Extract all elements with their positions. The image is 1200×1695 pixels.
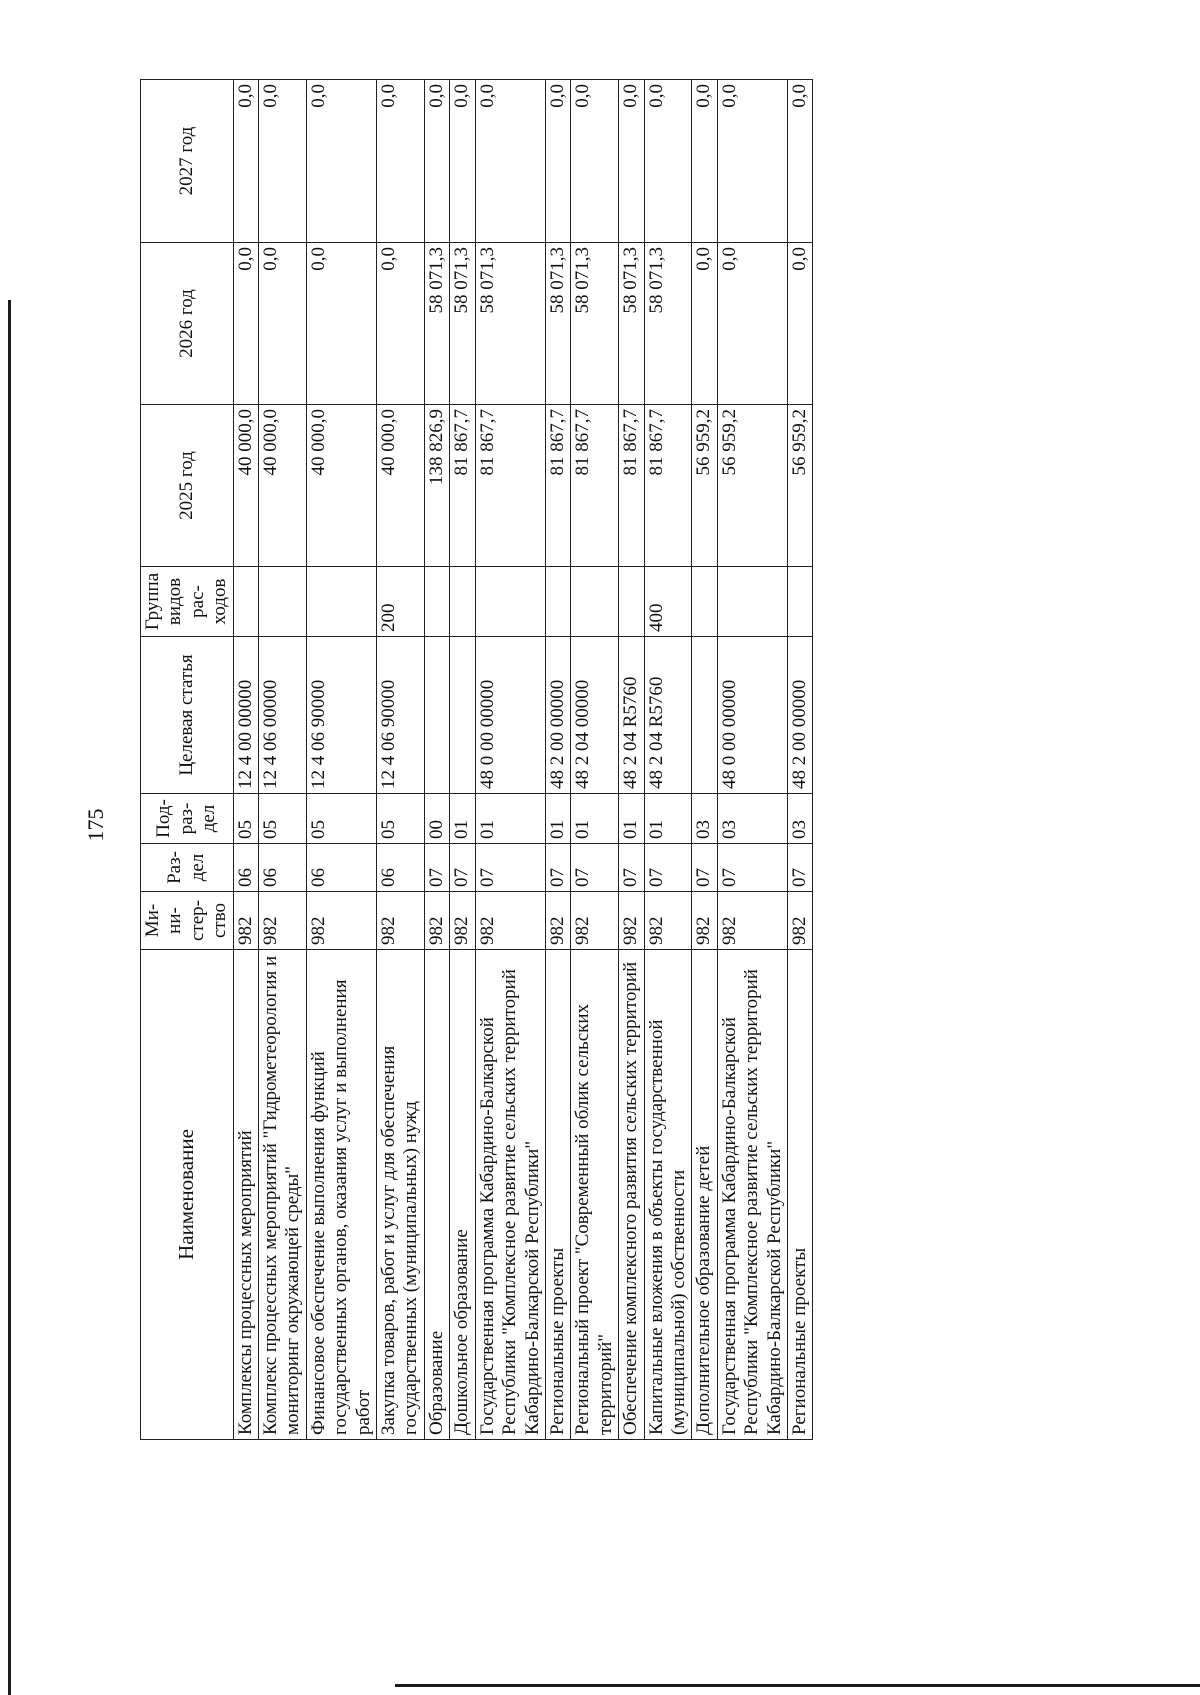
cell-name: Капитальные вложения в объекты государственной (муниципальной) собственности (644, 950, 692, 1440)
cell-section: 06 (306, 844, 376, 892)
cell-year-2026: 58 071,3 (545, 243, 570, 405)
cell-section: 07 (545, 844, 570, 892)
cell-subsection: 05 (377, 794, 425, 844)
cell-name: Комплекс процессных мероприятий "Гидрометеорология и мониторинг окружающей среды" (259, 950, 307, 1440)
table-row (377, 80, 425, 1440)
cell-ministry: 982 (377, 892, 425, 950)
cell-year-2026: 0,0 (692, 243, 717, 405)
cell-expense-group (259, 567, 307, 637)
cell-year-2027: 0,0 (306, 80, 376, 243)
scan-edge-bottom (395, 1684, 1200, 1687)
cell-name: Государственная программа Кабардино-Балкарской Республики "Комплексное развитие сельских территорий Кабардино-Балкарской Республики" (717, 950, 787, 1440)
cell-year-2026: 58 071,3 (450, 243, 475, 405)
cell-ministry: 982 (619, 892, 644, 950)
cell-expense-group (475, 567, 545, 637)
cell-ministry: 982 (692, 892, 717, 950)
cell-subsection: 03 (692, 794, 717, 844)
cell-expense-group (787, 567, 812, 637)
header-year-2025: 2025 год (141, 405, 234, 567)
cell-ministry: 982 (450, 892, 475, 950)
cell-name: Региональные проекты (787, 950, 812, 1440)
table-row (475, 80, 545, 1440)
cell-expense-group (424, 567, 449, 637)
cell-year-2027: 0,0 (619, 80, 644, 243)
cell-subsection: 05 (233, 794, 258, 844)
cell-subsection: 01 (545, 794, 570, 844)
cell-subsection: 05 (259, 794, 307, 844)
cell-year-2025: 138 826,9 (424, 405, 449, 567)
cell-year-2026: 0,0 (233, 243, 258, 405)
table-row (644, 80, 692, 1440)
cell-expense-group (545, 567, 570, 637)
cell-name: Образование (424, 950, 449, 1440)
cell-target-article: 48 2 04 00000 (571, 637, 619, 794)
rotated-table-container (140, 80, 1060, 1440)
cell-target-article: 48 2 00 00000 (787, 637, 812, 794)
cell-year-2026: 58 071,3 (644, 243, 692, 405)
cell-subsection: 01 (450, 794, 475, 844)
page-number: 175 (83, 808, 108, 842)
cell-year-2026: 0,0 (377, 243, 425, 405)
cell-target-article: 48 2 04 R5760 (619, 637, 644, 794)
cell-subsection: 01 (644, 794, 692, 844)
cell-target-article (692, 637, 717, 794)
cell-year-2027: 0,0 (717, 80, 787, 243)
header-year-2027: 2027 год (141, 80, 234, 243)
cell-target-article: 12 4 06 90000 (306, 637, 376, 794)
cell-name: Дополнительное образование детей (692, 950, 717, 1440)
cell-year-2026: 58 071,3 (475, 243, 545, 405)
cell-target-article (450, 637, 475, 794)
table-row (306, 80, 376, 1440)
cell-year-2025: 81 867,7 (545, 405, 570, 567)
header-section: Раз-дел (141, 844, 234, 892)
cell-year-2026: 58 071,3 (424, 243, 449, 405)
cell-year-2025: 56 959,2 (692, 405, 717, 567)
table-row (233, 80, 258, 1440)
cell-year-2027: 0,0 (787, 80, 812, 243)
cell-year-2025: 81 867,7 (475, 405, 545, 567)
cell-section: 07 (787, 844, 812, 892)
cell-year-2027: 0,0 (259, 80, 307, 243)
header-target-article: Целевая статья (141, 637, 234, 794)
cell-name: Закупка товаров, работ и услуг для обеспечения государственных (муниципальных) нужд (377, 950, 425, 1440)
cell-name: Региональные проекты (545, 950, 570, 1440)
cell-ministry: 982 (475, 892, 545, 950)
cell-expense-group: 400 (644, 567, 692, 637)
cell-expense-group (692, 567, 717, 637)
table-row (619, 80, 644, 1440)
cell-name: Региональный проект "Современный облик сельских территорий" (571, 950, 619, 1440)
cell-year-2027: 0,0 (644, 80, 692, 243)
cell-subsection: 01 (571, 794, 619, 844)
cell-name: Обеспечение комплексного развития сельских территорий (619, 950, 644, 1440)
cell-year-2025: 81 867,7 (619, 405, 644, 567)
header-expense-group: Группа видов рас-ходов (141, 567, 234, 637)
cell-target-article: 48 0 00 00000 (475, 637, 545, 794)
cell-expense-group (233, 567, 258, 637)
cell-year-2025: 56 959,2 (787, 405, 812, 567)
scan-edge-left (8, 300, 11, 1695)
cell-year-2026: 0,0 (259, 243, 307, 405)
cell-name: Финансовое обеспечение выполнения функций государственных органов, оказания услуг и выполнения работ (306, 950, 376, 1440)
cell-section: 06 (377, 844, 425, 892)
header-subsection: Под-раз-дел (141, 794, 234, 844)
cell-year-2025: 81 867,7 (450, 405, 475, 567)
cell-target-article: 48 0 00 00000 (717, 637, 787, 794)
cell-section: 07 (644, 844, 692, 892)
cell-year-2027: 0,0 (475, 80, 545, 243)
table-row (717, 80, 787, 1440)
cell-year-2025: 81 867,7 (571, 405, 619, 567)
cell-ministry: 982 (545, 892, 570, 950)
table-row (545, 80, 570, 1440)
cell-ministry: 982 (571, 892, 619, 950)
cell-year-2025: 40 000,0 (233, 405, 258, 567)
cell-subsection: 00 (424, 794, 449, 844)
cell-target-article: 48 2 00 00000 (545, 637, 570, 794)
cell-section: 06 (233, 844, 258, 892)
header-year-2026: 2026 год (141, 243, 234, 405)
table-row (787, 80, 812, 1440)
cell-subsection: 01 (475, 794, 545, 844)
cell-ministry: 982 (259, 892, 307, 950)
cell-section: 07 (450, 844, 475, 892)
cell-name: Государственная программа Кабардино-Балкарской Республики "Комплексное развитие сельских территорий Кабардино-Балкарской Республики" (475, 950, 545, 1440)
header-name: Наименование (141, 950, 234, 1440)
cell-year-2025: 56 959,2 (717, 405, 787, 567)
cell-year-2027: 0,0 (692, 80, 717, 243)
cell-year-2027: 0,0 (545, 80, 570, 243)
cell-section: 07 (475, 844, 545, 892)
cell-year-2025: 81 867,7 (644, 405, 692, 567)
cell-section: 06 (259, 844, 307, 892)
cell-name: Комплексы процессных мероприятий (233, 950, 258, 1440)
table-body (233, 80, 813, 1440)
cell-ministry: 982 (717, 892, 787, 950)
cell-target-article: 12 4 06 00000 (259, 637, 307, 794)
table-row (692, 80, 717, 1440)
cell-section: 07 (424, 844, 449, 892)
cell-expense-group (450, 567, 475, 637)
cell-subsection: 05 (306, 794, 376, 844)
table-header-row (141, 80, 234, 1440)
cell-year-2026: 58 071,3 (571, 243, 619, 405)
cell-year-2027: 0,0 (424, 80, 449, 243)
cell-section: 07 (571, 844, 619, 892)
header-ministry: Ми-ни-стер-ство (141, 892, 234, 950)
cell-section: 07 (619, 844, 644, 892)
cell-target-article: 48 2 04 R5760 (644, 637, 692, 794)
cell-ministry: 982 (424, 892, 449, 950)
cell-ministry: 982 (787, 892, 812, 950)
cell-year-2027: 0,0 (377, 80, 425, 243)
cell-expense-group (571, 567, 619, 637)
table-row (259, 80, 307, 1440)
cell-year-2025: 40 000,0 (306, 405, 376, 567)
cell-year-2026: 58 071,3 (619, 243, 644, 405)
cell-expense-group (306, 567, 376, 637)
cell-expense-group (717, 567, 787, 637)
cell-subsection: 03 (717, 794, 787, 844)
table-row (450, 80, 475, 1440)
cell-ministry: 982 (644, 892, 692, 950)
cell-year-2027: 0,0 (571, 80, 619, 243)
cell-year-2026: 0,0 (787, 243, 812, 405)
cell-name: Дошкольное образование (450, 950, 475, 1440)
cell-year-2027: 0,0 (233, 80, 258, 243)
cell-year-2027: 0,0 (450, 80, 475, 243)
cell-expense-group (619, 567, 644, 637)
cell-target-article (424, 637, 449, 794)
cell-expense-group: 200 (377, 567, 425, 637)
budget-table (140, 79, 813, 1440)
cell-target-article: 12 4 00 00000 (233, 637, 258, 794)
cell-year-2025: 40 000,0 (259, 405, 307, 567)
cell-year-2025: 40 000,0 (377, 405, 425, 567)
table-row (424, 80, 449, 1440)
cell-year-2026: 0,0 (717, 243, 787, 405)
cell-ministry: 982 (233, 892, 258, 950)
cell-year-2026: 0,0 (306, 243, 376, 405)
cell-target-article: 12 4 06 90000 (377, 637, 425, 794)
cell-section: 07 (692, 844, 717, 892)
cell-section: 07 (717, 844, 787, 892)
table-row (571, 80, 619, 1440)
cell-subsection: 01 (619, 794, 644, 844)
cell-subsection: 03 (787, 794, 812, 844)
cell-ministry: 982 (306, 892, 376, 950)
